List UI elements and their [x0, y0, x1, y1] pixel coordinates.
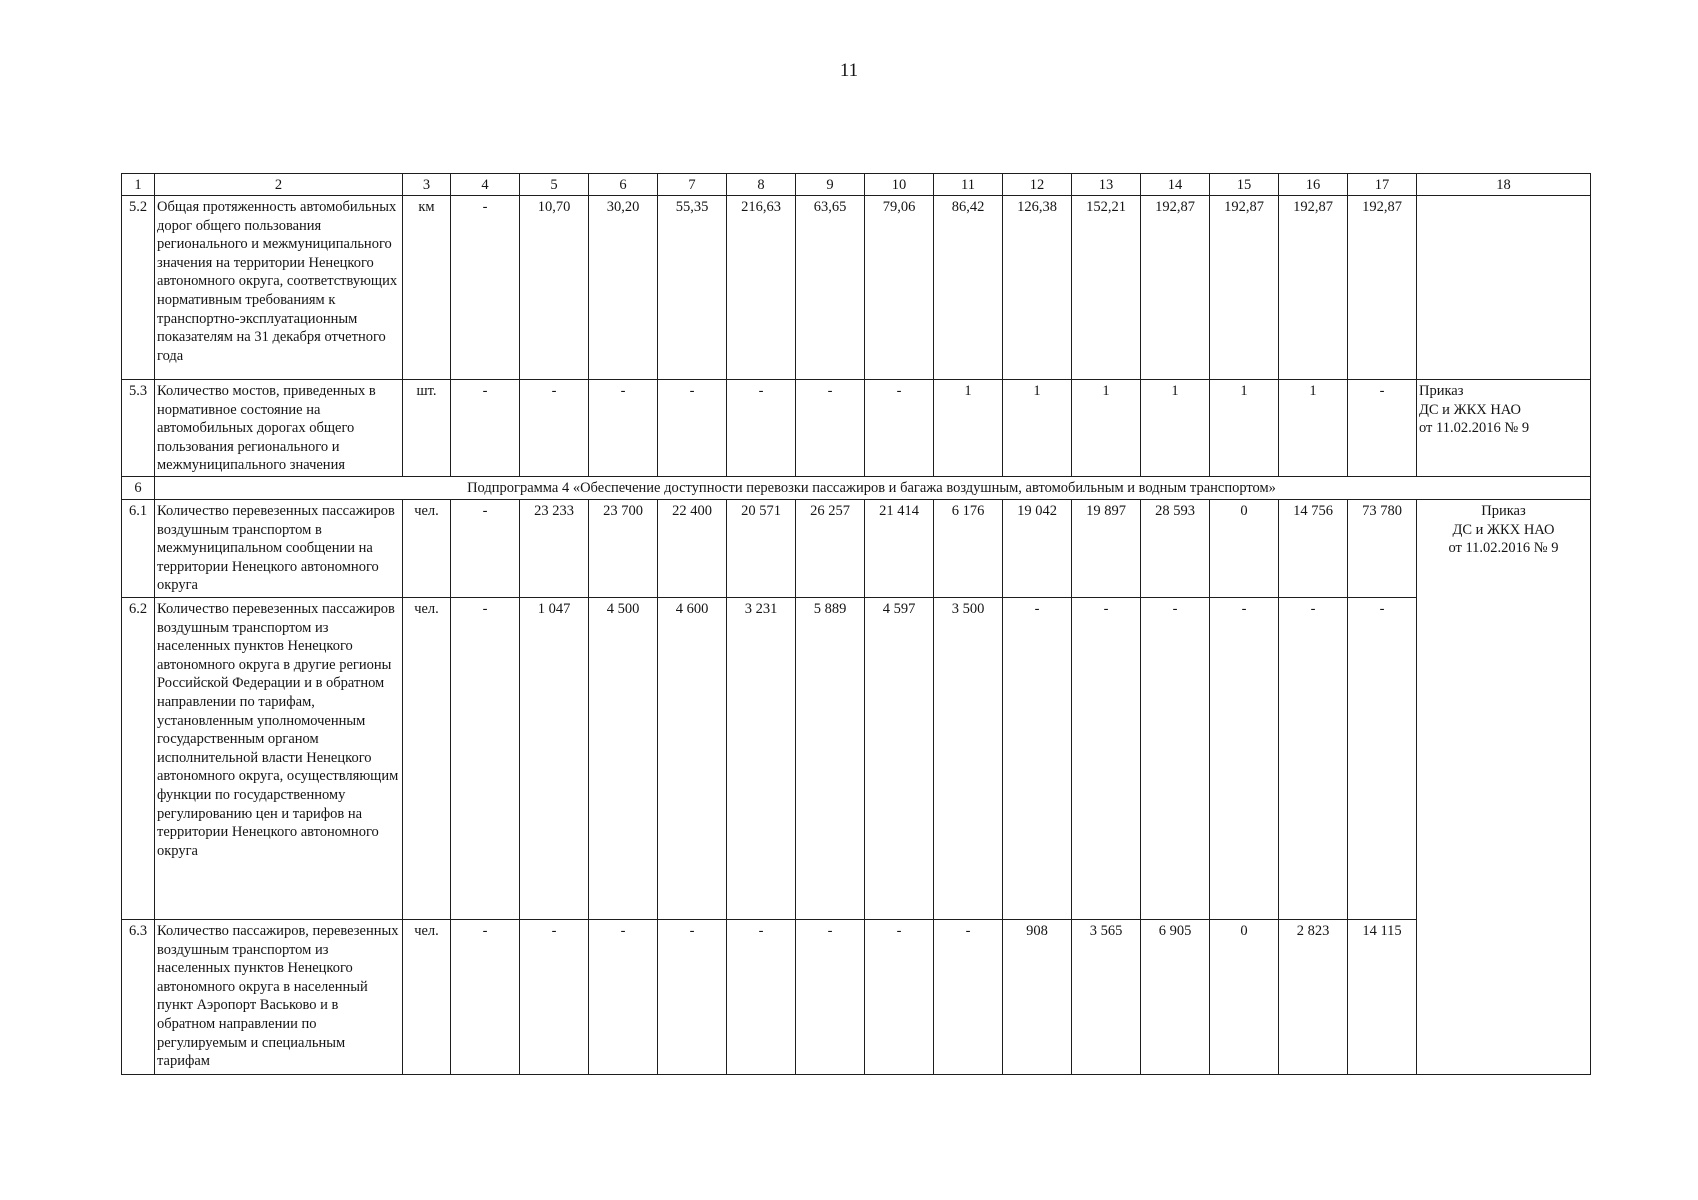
value-cell: -: [589, 920, 658, 1075]
row-number: 6.1: [122, 500, 155, 598]
value-cell: 1: [1279, 380, 1348, 477]
row-number: 5.2: [122, 196, 155, 380]
value-cell: -: [520, 380, 589, 477]
value-cell: 19 042: [1003, 500, 1072, 598]
value-cell: 3 231: [727, 598, 796, 920]
value-cell: 4 500: [589, 598, 658, 920]
value-cell: -: [1003, 598, 1072, 920]
value-cell: -: [1072, 598, 1141, 920]
value-cell: 23 233: [520, 500, 589, 598]
value-cell: 1: [1003, 380, 1072, 477]
document-cell-empty: [1417, 196, 1591, 380]
value-cell: 0: [1210, 500, 1279, 598]
table-row-5-2: [122, 196, 1591, 380]
value-cell: -: [865, 920, 934, 1075]
value-cell: 1: [1072, 380, 1141, 477]
value-cell: 86,42: [934, 196, 1003, 380]
indicator-name: Количество пассажиров, перевезенных воздушным транспортом из населенных пунктов Ненецкого автономного округа в населенный пункт Аэропорт Васьково и в обратном направлении по регулируемым и специальным тарифам: [155, 920, 403, 1075]
value-cell: 4 600: [658, 598, 727, 920]
indicator-name: Общая протяженность автомобильных дорог общего пользования регионального и межмуниципального значения на территории Ненецкого автономного округа, соответствующих нормативным требованиям к транспортно-эксплуатационным показателям на 31 декабря отчетного года: [155, 196, 403, 380]
unit-cell: км: [403, 196, 451, 380]
value-cell: 3 565: [1072, 920, 1141, 1075]
value-cell: 192,87: [1210, 196, 1279, 380]
value-cell: -: [451, 196, 520, 380]
header-cell: 13: [1072, 174, 1141, 196]
value-cell: 152,21: [1072, 196, 1141, 380]
value-cell: -: [1141, 598, 1210, 920]
value-cell: -: [520, 920, 589, 1075]
header-cell: 18: [1417, 174, 1591, 196]
value-cell: -: [727, 380, 796, 477]
header-cell: 3: [403, 174, 451, 196]
value-cell: -: [658, 920, 727, 1075]
value-cell: -: [1348, 380, 1417, 477]
page-number: 11: [839, 60, 859, 81]
header-cell: 10: [865, 174, 934, 196]
value-cell: -: [1279, 598, 1348, 920]
unit-cell: чел.: [403, 920, 451, 1075]
header-cell: 5: [520, 174, 589, 196]
document-issuer: ДС и ЖКХ НАО: [1452, 521, 1555, 538]
value-cell: 22 400: [658, 500, 727, 598]
value-cell: -: [727, 920, 796, 1075]
value-cell: -: [934, 920, 1003, 1075]
document-reference: [1417, 500, 1591, 1075]
value-cell: 14 115: [1348, 920, 1417, 1075]
value-cell: 1 047: [520, 598, 589, 920]
value-cell: 1: [934, 380, 1003, 477]
value-cell: 126,38: [1003, 196, 1072, 380]
value-cell: -: [865, 380, 934, 477]
document-title: Приказ: [1481, 503, 1526, 519]
header-cell: 2: [155, 174, 403, 196]
indicator-name: Количество мостов, приведенных в нормативное состояние на автомобильных дорогах общего пользования регионального и межмуниципального значения: [155, 380, 403, 477]
value-cell: 216,63: [727, 196, 796, 380]
value-cell: -: [589, 380, 658, 477]
value-cell: -: [451, 920, 520, 1075]
value-cell: 28 593: [1141, 500, 1210, 598]
unit-cell: чел.: [403, 598, 451, 920]
indicators-table: [121, 173, 1591, 1075]
indicator-name: Количество перевезенных пассажиров воздушным транспортом из населенных пунктов Ненецкого автономного округа в другие регионы Российской Федерации и в обратном направлении по тарифам, установленным уполномоченным государственным органом исполнительной власти Ненецкого автономного округа, осуществляющим функции по государственному регулированию цен и тарифов на территории Ненецкого автономного округа: [155, 598, 403, 920]
header-cell: 1: [122, 174, 155, 196]
value-cell: 3 500: [934, 598, 1003, 920]
header-cell: 6: [589, 174, 658, 196]
value-cell: 1: [1210, 380, 1279, 477]
value-cell: -: [451, 380, 520, 477]
value-cell: 26 257: [796, 500, 865, 598]
row-number: 6.3: [122, 920, 155, 1075]
value-cell: 21 414: [865, 500, 934, 598]
header-cell: 16: [1279, 174, 1348, 196]
subprogram-row: [122, 477, 1591, 500]
value-cell: -: [1348, 598, 1417, 920]
document-reference: [1417, 380, 1591, 477]
value-cell: 23 700: [589, 500, 658, 598]
value-cell: 20 571: [727, 500, 796, 598]
value-cell: 4 597: [865, 598, 934, 920]
value-cell: 14 756: [1279, 500, 1348, 598]
value-cell: -: [796, 920, 865, 1075]
document-date: от 11.02.2016 № 9: [1419, 420, 1530, 437]
value-cell: -: [451, 598, 520, 920]
header-cell: 15: [1210, 174, 1279, 196]
header-row: [122, 174, 1591, 196]
table-row-6-3: [122, 920, 1591, 1075]
header-cell: 11: [934, 174, 1003, 196]
value-cell: 0: [1210, 920, 1279, 1075]
value-cell: 192,87: [1279, 196, 1348, 380]
header-cell: 12: [1003, 174, 1072, 196]
header-cell: 9: [796, 174, 865, 196]
document-issuer: ДС и ЖКХ НАО: [1419, 401, 1522, 418]
value-cell: 192,87: [1141, 196, 1210, 380]
value-cell: -: [658, 380, 727, 477]
value-cell: -: [1210, 598, 1279, 920]
table-row-6-2: [122, 598, 1591, 920]
row-number: 5.3: [122, 380, 155, 477]
value-cell: 6 905: [1141, 920, 1210, 1075]
value-cell: 1: [1141, 380, 1210, 477]
header-cell: 14: [1141, 174, 1210, 196]
table-row-6-1: [122, 500, 1591, 598]
value-cell: 73 780: [1348, 500, 1417, 598]
header-cell: 7: [658, 174, 727, 196]
unit-cell: шт.: [403, 380, 451, 477]
value-cell: 30,20: [589, 196, 658, 380]
row-number: 6: [122, 477, 155, 500]
document-date: от 11.02.2016 № 9: [1448, 540, 1559, 557]
document-title: Приказ: [1419, 383, 1464, 399]
value-cell: 192,87: [1348, 196, 1417, 380]
header-cell: 17: [1348, 174, 1417, 196]
value-cell: -: [451, 500, 520, 598]
value-cell: 908: [1003, 920, 1072, 1075]
indicator-name: Количество перевезенных пассажиров воздушным транспортом в межмуниципальном сообщении на территории Ненецкого автономного округа: [155, 500, 403, 598]
unit-cell: чел.: [403, 500, 451, 598]
value-cell: 79,06: [865, 196, 934, 380]
subprogram-title: Подпрограмма 4 «Обеспечение доступности перевозки пассажиров и багажа воздушным, автомобильным и водным транспортом»: [155, 477, 1591, 500]
table-row-5-3: [122, 380, 1591, 477]
value-cell: 10,70: [520, 196, 589, 380]
row-number: 6.2: [122, 598, 155, 920]
header-cell: 4: [451, 174, 520, 196]
value-cell: 19 897: [1072, 500, 1141, 598]
value-cell: 63,65: [796, 196, 865, 380]
value-cell: 2 823: [1279, 920, 1348, 1075]
value-cell: 5 889: [796, 598, 865, 920]
header-cell: 8: [727, 174, 796, 196]
value-cell: 6 176: [934, 500, 1003, 598]
value-cell: 55,35: [658, 196, 727, 380]
value-cell: -: [796, 380, 865, 477]
